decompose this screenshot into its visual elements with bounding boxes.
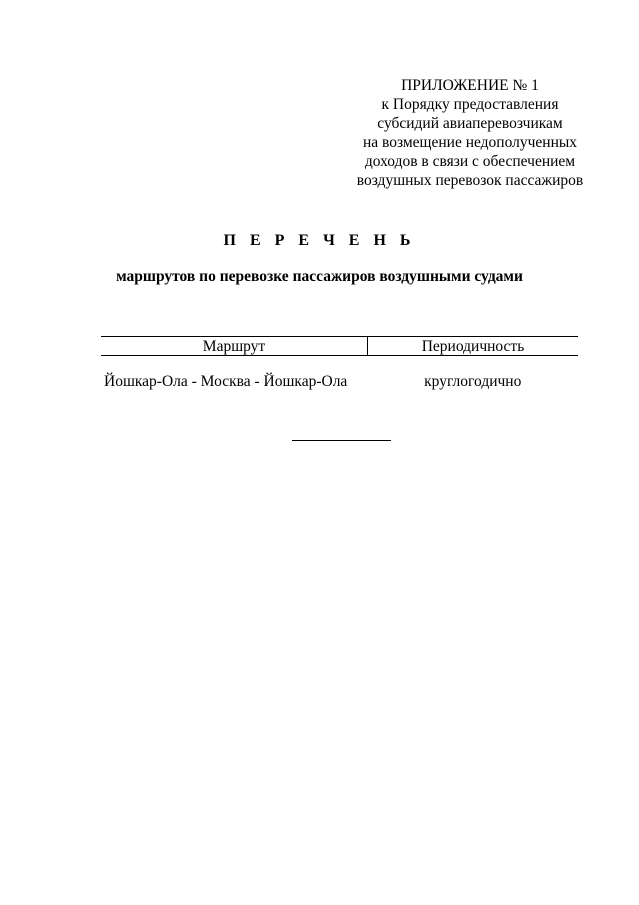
table-row (101, 356, 578, 392)
column-header-periodicity: Периодичность (368, 337, 579, 356)
appendix-header (330, 76, 610, 190)
appendix-line: к Порядку предоставления (381, 96, 559, 113)
end-divider (292, 440, 391, 441)
appendix-line: субсидий авиаперевозчикам (377, 115, 563, 132)
route-cell: Йошкар-Ола - Москва - Йошкар-Ола (104, 373, 348, 390)
appendix-line: на возмещение недополученных (362, 134, 578, 151)
routes-table (101, 336, 578, 391)
document-subtitle: маршрутов по перевозке пассажиров воздушными судами (116, 268, 523, 285)
periodicity-cell: круглогодично (424, 373, 522, 390)
appendix-line: доходов в связи с обеспечением (364, 153, 576, 170)
column-header-route: Маршрут (101, 337, 368, 356)
appendix-line: воздушных перевозок пассажиров (356, 172, 584, 189)
appendix-line: ПРИЛОЖЕНИЕ № 1 (401, 77, 539, 94)
document-title: П Е Р Е Ч Е Н Ь (223, 232, 416, 249)
table-header-row (101, 337, 578, 356)
